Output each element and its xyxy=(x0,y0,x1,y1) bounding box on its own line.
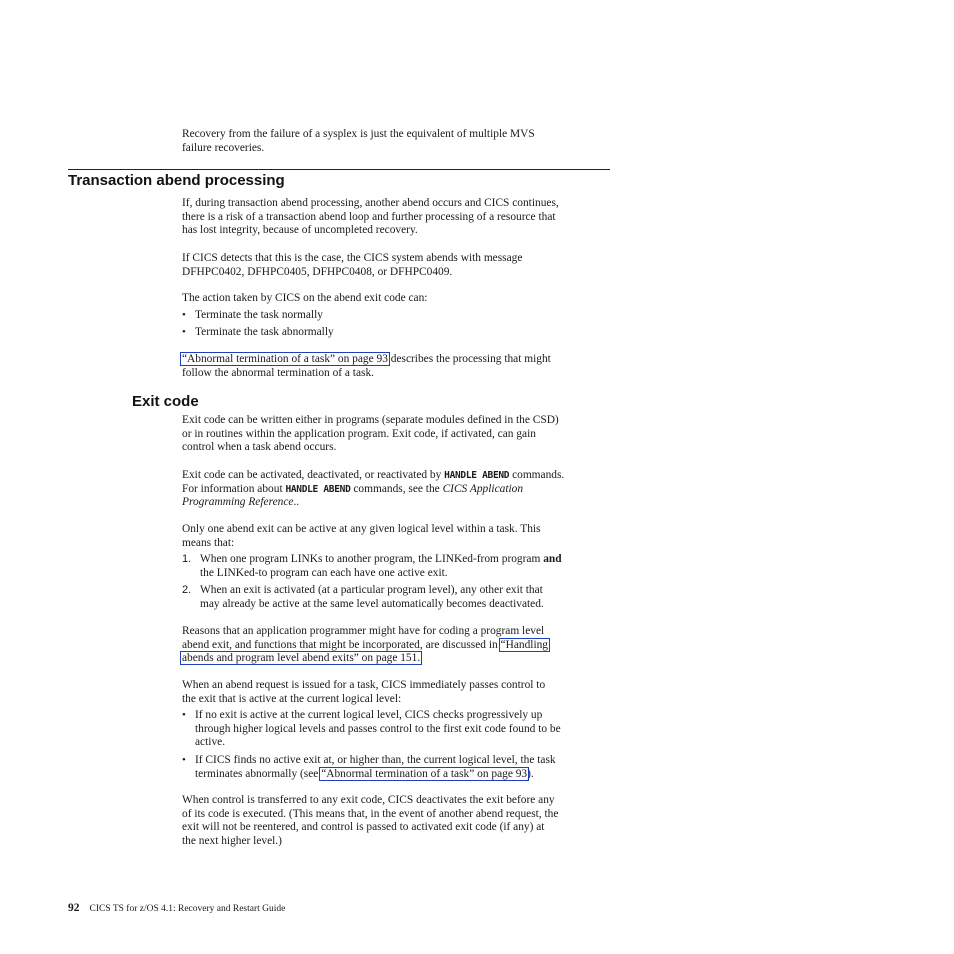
section-heading-transaction-abend: Transaction abend processing xyxy=(68,172,285,189)
section1-paragraph-3 xyxy=(182,292,612,306)
text-line: active. xyxy=(195,736,226,749)
handling-abends-link[interactable]: “Handling xyxy=(500,638,548,651)
book-reference: Programming Reference xyxy=(182,496,294,509)
text-line: means that: xyxy=(182,536,235,549)
text-line: of its code is executed. (This means that, in the event of another abend request, the xyxy=(182,807,559,820)
handling-abends-link[interactable]: abends and program level abend exits” on page 151. xyxy=(182,652,421,665)
command-keyword: HANDLE ABEND xyxy=(444,470,510,481)
text-line xyxy=(182,483,612,497)
text-fragment: describes the processing that might xyxy=(387,353,551,365)
text-line: the next higher level.) xyxy=(182,835,282,848)
text-line: When an abend request is issued for a task, CICS immediately passes control to xyxy=(182,679,546,691)
text-line: When control is transferred to any exit code, CICS deactivates the exit before any xyxy=(182,794,555,806)
list-item xyxy=(195,754,615,781)
emphasis: and xyxy=(543,553,562,565)
command-keyword: HANDLE ABEND xyxy=(285,483,351,495)
text-line: through higher logical levels and passes control to the first exit code found to be xyxy=(195,722,561,735)
list-number: 2. xyxy=(182,584,192,596)
text-line: Recovery from the failure of a sysplex is just the equivalent of multiple MVS xyxy=(182,128,535,140)
text-line: When an exit is activated (at a particular program level), any other exit that xyxy=(200,584,543,596)
section2-paragraph-1 xyxy=(182,414,612,455)
text-line: failure recoveries. xyxy=(182,141,265,154)
section1-paragraph-4 xyxy=(182,353,612,380)
bullet-icon: • xyxy=(182,326,186,338)
section-heading-exit-code: Exit code xyxy=(132,393,199,410)
text-line: DFHPC0402, DFHPC0405, DFHPC0408, or DFHPC0409. xyxy=(182,265,453,278)
text-fragment: When one program LINKs to another program, the LINKed-from program xyxy=(200,553,544,565)
text-line: If, during transaction abend processing, another abend occurs and CICS continues, xyxy=(182,197,559,209)
numbered-item xyxy=(200,553,620,580)
text-fragment: abend exit, and functions that might be incorporated, are discussed in xyxy=(182,638,501,651)
list-item: Terminate the task abnormally xyxy=(195,326,334,338)
section2-paragraph-4 xyxy=(182,625,612,666)
text-line: If no exit is active at the current logical level, CICS checks progressively up xyxy=(195,709,543,721)
text-line: The action taken by CICS on the abend exit code can: xyxy=(182,292,428,304)
section2-paragraph-5 xyxy=(182,679,612,706)
book-title: CICS TS for z/OS 4.1: Recovery and Restart Guide xyxy=(89,904,286,914)
text-fragment: ). xyxy=(527,767,534,780)
section2-paragraph-6 xyxy=(182,794,612,849)
list-item: Terminate the task normally xyxy=(195,309,323,321)
intro-paragraph xyxy=(182,128,612,155)
page-footer xyxy=(68,902,285,914)
text-line: exit will not be reentered, and control is passed to activated exit code (if any) at xyxy=(182,821,545,834)
section1-paragraph-2 xyxy=(182,252,612,279)
text-line xyxy=(182,496,612,510)
list-item xyxy=(195,709,615,750)
text-line: has lost integrity, because of uncompleted recovery. xyxy=(182,224,418,237)
book-reference: CICS Application xyxy=(442,482,524,495)
section1-paragraph-1 xyxy=(182,197,612,238)
text-line xyxy=(200,553,620,567)
text-line: the LINKed-to program can each have one active exit. xyxy=(200,566,448,579)
text-line: follow the abnormal termination of a task. xyxy=(182,366,375,379)
text-line: If CICS finds no active exit at, or higher than, the current logical level, the task xyxy=(195,754,556,766)
text-line: control when a task abend occurs. xyxy=(182,441,337,454)
bullet-icon: • xyxy=(182,754,186,766)
page-number: 92 xyxy=(68,902,80,914)
abnormal-termination-link[interactable]: “Abnormal termination of a task” on page 93 xyxy=(321,767,528,780)
text-line xyxy=(182,639,612,653)
list-number: 1. xyxy=(182,553,192,565)
text-line: there is a risk of a transaction abend loop and further processing of a resource that xyxy=(182,210,556,223)
text-line: the exit that is active at the current logical level: xyxy=(182,692,402,705)
text-line xyxy=(182,469,612,483)
section2-paragraph-2 xyxy=(182,469,612,510)
text-line xyxy=(195,768,615,782)
text-line xyxy=(182,652,612,666)
text-line xyxy=(182,353,612,367)
text-line: Exit code can be written either in programs (separate modules defined in the CSD) xyxy=(182,414,559,426)
text-fragment: commands, see the xyxy=(350,482,443,495)
text-line: If CICS detects that this is the case, the CICS system abends with message xyxy=(182,252,523,264)
text-fragment: For information about xyxy=(182,482,286,495)
section-divider xyxy=(68,169,610,170)
text-line: Reasons that an application programmer might have for coding a program level xyxy=(182,625,545,637)
section2-paragraph-3 xyxy=(182,523,612,550)
text-fragment: terminates abnormally (see xyxy=(195,767,322,780)
text-line: Only one abend exit can be active at any given logical level within a task. This xyxy=(182,523,541,535)
text-line: or in routines within the application program. Exit code, if activated, can gain xyxy=(182,427,536,440)
text-fragment: commands. xyxy=(509,469,565,481)
text-line: may already be active at the same level automatically becomes deactivated. xyxy=(200,597,544,610)
text-fragment: Exit code can be activated, deactivated, or reactivated by xyxy=(182,469,445,481)
abnormal-termination-link[interactable]: “Abnormal termination of a task” on page 93 xyxy=(182,353,388,365)
bullet-icon: • xyxy=(182,309,186,321)
bullet-icon: • xyxy=(182,709,186,721)
text-fragment: .. xyxy=(293,496,300,509)
numbered-item xyxy=(200,584,620,611)
